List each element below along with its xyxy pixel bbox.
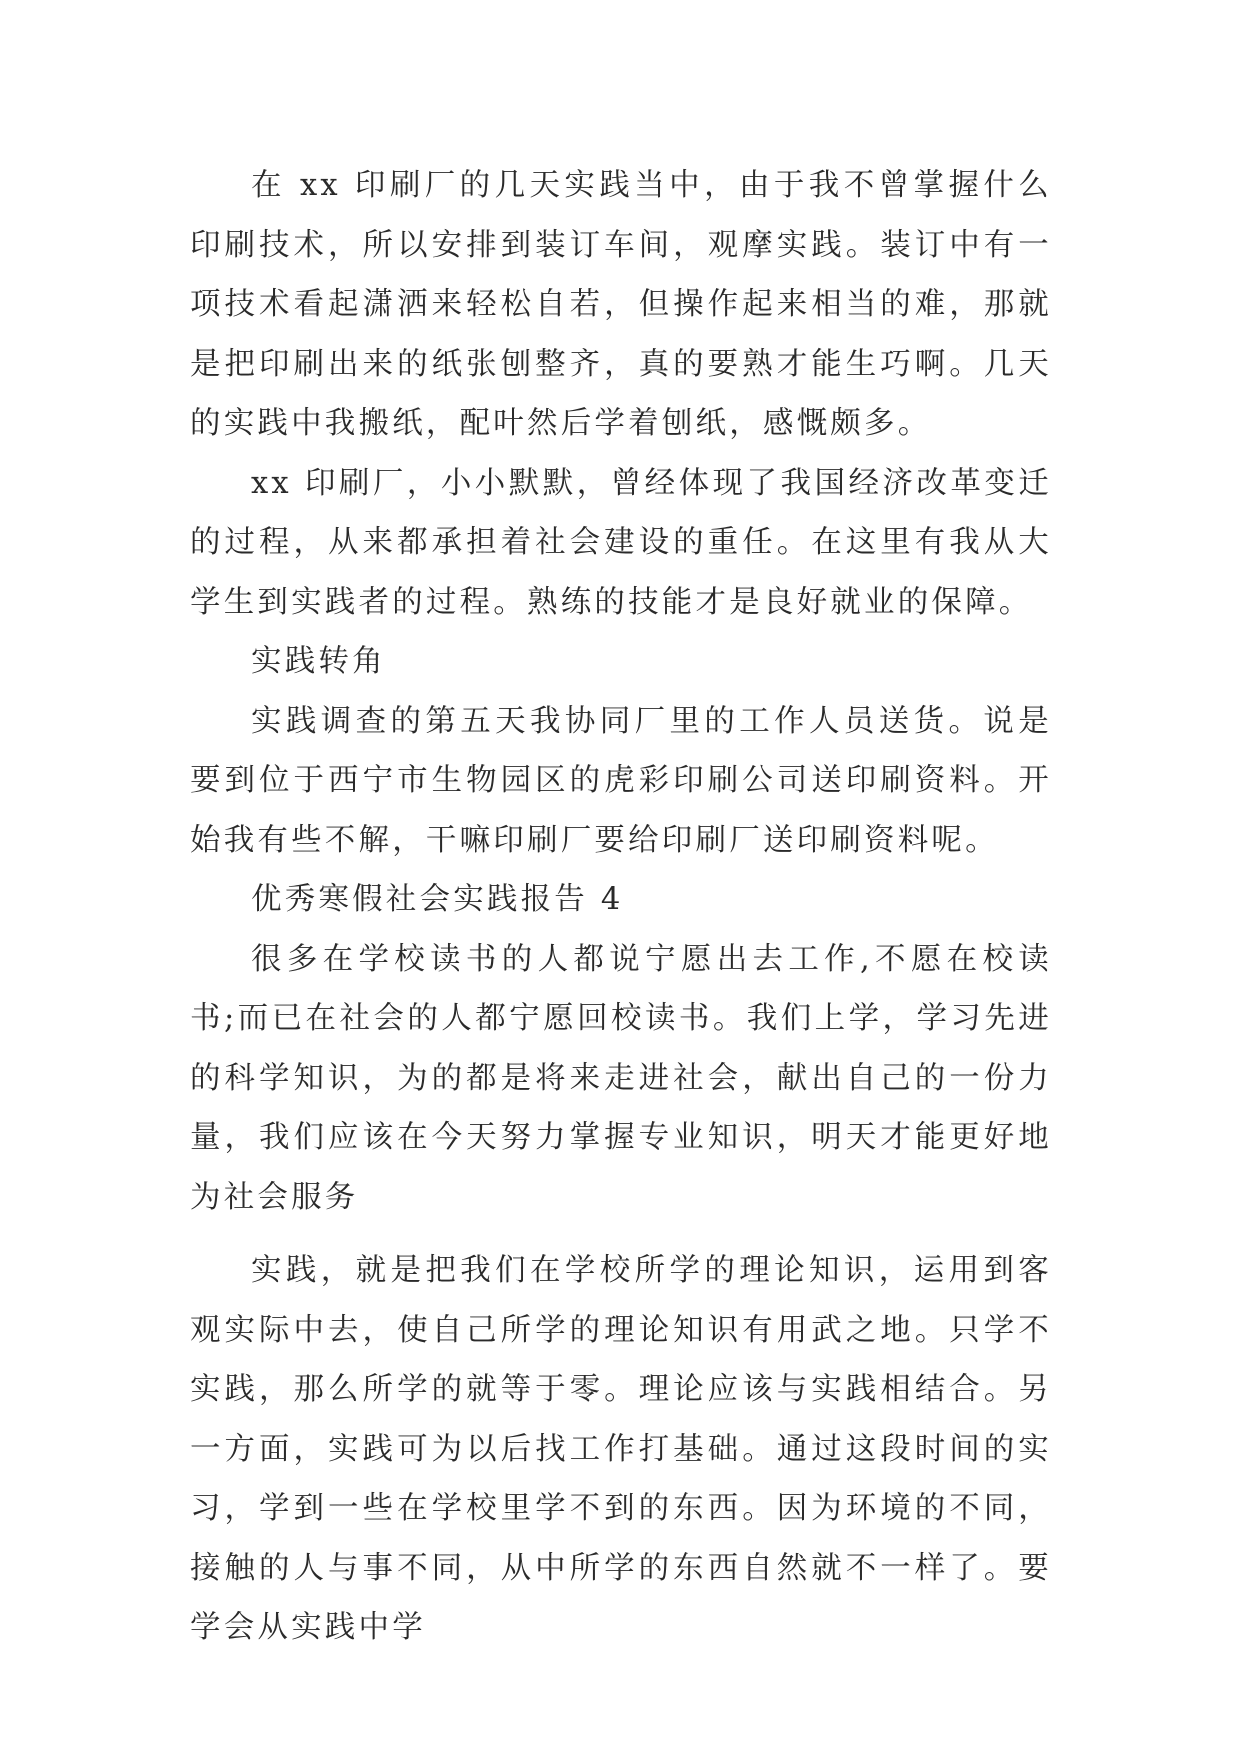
paragraph-printing-factory-history: xx 印刷厂，小小默默，曾经体现了我国经济改革变迁的过程，从来都承担着社会建设的重任。在这里有我从大学生到实践者的过程。熟练的技能才是良好就业的保障。	[190, 465, 1052, 620]
paragraph-practice-meaning: 实践，就是把我们在学校所学的理论知识，运用到客观实际中去，使自己所学的理论知识有用武之地。只学不实践，那么所学的就等于零。理论应该与实践相结合。另一方面，实践可为以后找工作打基础。通过这段时间的实习，学到一些在学校里学不到的东西。因为环境的不同，接触的人与事不同，从中所学的东西自然就不一样了。要学会从实践中学	[190, 1253, 1052, 1645]
section-heading-practice-turn: 实践转角	[251, 644, 386, 679]
paragraph-delivery: 实践调查的第五天我协同厂里的工作人员送货。说是要到位于西宁市生物园区的虎彩印刷公司送印刷资料。开始我有些不解，干嘛印刷厂要给印刷厂送印刷资料呢。	[190, 703, 1052, 858]
paragraph-study-vs-work: 很多在学校读书的人都说宁愿出去工作,不愿在校读书;而已在社会的人都宁愿回校读书。我们上学，学习先进的科学知识，为的都是将来走进社会，献出自己的一份力量，我们应该在今天努力掌握专业知识，明天才能更好地为社会服务	[190, 941, 1052, 1215]
document-body	[190, 156, 1052, 1658]
section-heading-report-4: 优秀寒假社会实践报告 4	[251, 882, 624, 917]
paragraph-printing-factory-practice: 在 xx 印刷厂的几天实践当中，由于我不曾掌握什么印刷技术，所以安排到装订车间，观摩实践。装订中有一项技术看起潇洒来轻松自若，但操作起来相当的难，那就是把印刷出来的纸张刨整齐，真的要熟才能生巧啊。几天的实践中我搬纸，配叶然后学着刨纸，感慨颇多。	[190, 168, 1052, 441]
